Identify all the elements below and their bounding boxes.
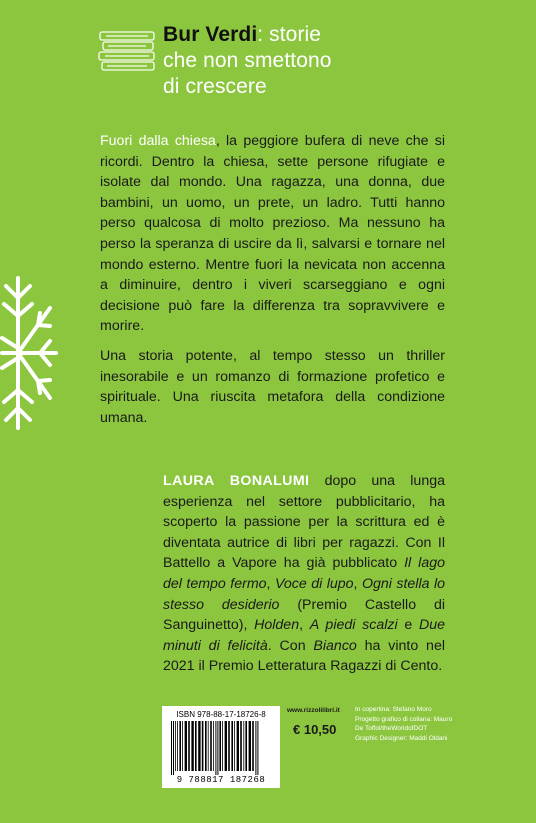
barcode [162,706,280,788]
bio-text: (Premio Castello di Sanguinetto), [163,596,445,634]
blurb-lead: Fuori dalla chiesa [100,133,216,149]
book-title: Holden [254,617,300,634]
publisher-url: www.rizzolilibri.it [287,707,340,714]
book-title: A piedi scalzi [309,617,398,634]
series-tagline-2: che non smettono [163,49,332,72]
bio-text: e [397,617,419,634]
bio-text: , [353,575,362,592]
barcode-number: 9 788817 187268 [176,775,266,785]
bio-text: dopo una lunga esperienza nel settore pubblicitario, ha scoperto la passione per la scrittura ed è diventata autrice di libri per ragazzi. Con Il Battello a Vapore ha già pubblicato [163,473,445,572]
bio-text: ha vinto nel 2021 il Premio Letteratura Ragazzi di Cento. [163,637,445,675]
series-brand: Bur Verdi [163,23,258,46]
credit-line: Progetto grafico di collana: Mauro [355,715,453,723]
snowflake-icon [0,268,62,438]
stacked-books-icon [98,30,156,72]
series-tagline-1: : storie [257,23,322,46]
series-tagline-3: di crescere [163,75,267,98]
credit-line: De Toffol/theWorldofDOT [355,725,428,732]
isbn-label: ISBN 978-88-17-18726-8 [176,710,266,719]
book-title: Due minuti di felicità [163,617,445,654]
book-title: Voce di lupo [274,575,354,592]
book-title: Il lago del tempo fermo [163,555,445,592]
barcode-bars [170,721,272,775]
book-title: Ogni stella lo stesso desiderio [163,575,445,613]
series-title [163,22,332,100]
author-bio [163,471,445,677]
blurb-text: , la peggiore bufera di neve che si ricordi. Dentro la chiesa, sette persone rifugiate e isolate dal mondo. Una ragazza, una donna, due bambini, un uomo, un prete, un ladro. Tutti hanno perso qualcosa di molto prezioso. Ma nessuno ha perso la speranza di uscire da lì, salvarsi e tornare nel mondo esterno. Mentre fuori la nevicata non accenna a diminuire, dentro i viveri scarseggiano e ogni decisione può fare la differenza tra sopravvivere e morire. [100,133,445,335]
bio-text: , [266,575,275,592]
book-title: Bianco [313,637,357,654]
price: € 10,50 [293,722,337,737]
author-name: LAURA BONALUMI [163,473,310,489]
credit-line: Graphic Designer: Maddi Oldani [355,734,448,742]
bio-text: , [299,617,310,634]
credit-line: In copertina: Stefano Moro [355,706,432,713]
credits [355,705,465,743]
blurb-paragraph-2: Una storia potente, al tempo stesso un thriller inesorabile e un romanzo di formazione profetico e spirituale. Una riuscita metafora della condizione umana. [100,348,445,426]
bio-text: . Con [267,637,314,654]
blurb-paragraph-1 [100,131,445,337]
